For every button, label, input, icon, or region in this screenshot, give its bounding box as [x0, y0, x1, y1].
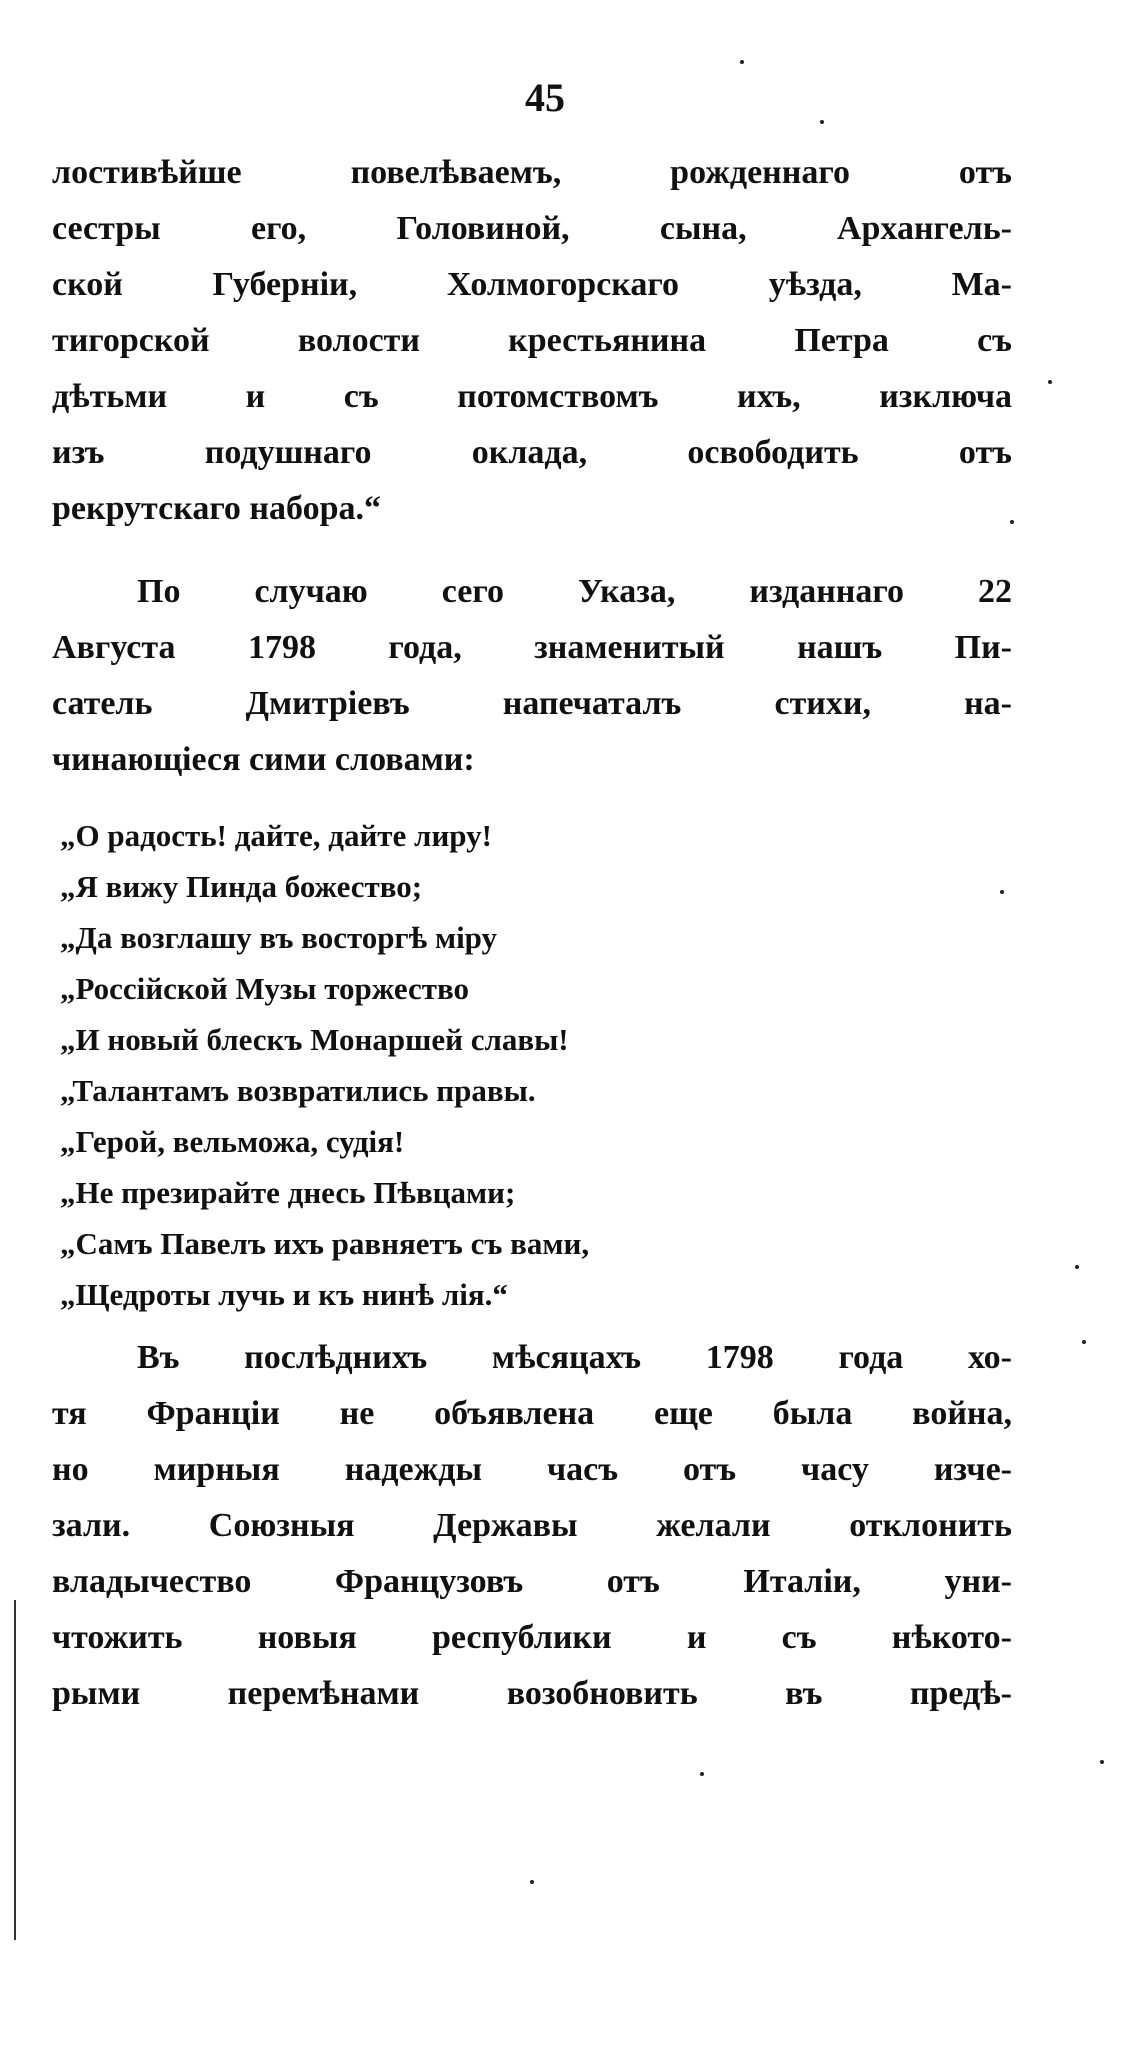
- poem-line: „Талантамъ возвратились правы.: [60, 1073, 536, 1108]
- scan-speck: [740, 60, 744, 64]
- scan-speck: [1075, 1265, 1079, 1269]
- text-line: чинающіеся сими словами:: [52, 741, 475, 778]
- text-line: изъ подушнаго оклада, освободить отъ: [52, 434, 1012, 471]
- poem-line: „И новый блескъ Монаршей славы!: [60, 1022, 569, 1057]
- text-line: тигорской волости крестьянина Петра съ: [52, 322, 1012, 359]
- text-line: но мирныя надежды часъ отъ часу изче-: [52, 1451, 1012, 1488]
- scan-speck: [1048, 380, 1052, 384]
- poem-line: „Я вижу Пинда божество;: [60, 869, 423, 904]
- text-line: чтожить новыя республики и съ нѣкото-: [52, 1619, 1012, 1656]
- poem-line: „Самъ Павелъ ихъ равняетъ съ вами,: [60, 1226, 590, 1261]
- poem-line: „Не презирайте днесь Пѣвцами;: [60, 1175, 516, 1210]
- poem-quote: [60, 810, 960, 1320]
- scan-speck: [1082, 1340, 1086, 1344]
- poem-line: „Россійской Музы торжество: [60, 971, 470, 1006]
- text-line: владычество Французовъ отъ Италіи, уни-: [52, 1563, 1012, 1600]
- text-line: лостивѣйше повелѣваемъ, рожденнаго отъ: [52, 154, 1012, 191]
- text-line: дѣтьми и съ потомствомъ ихъ, изключа: [52, 378, 1012, 415]
- scan-speck: [530, 1880, 534, 1884]
- scan-speck: [1100, 1760, 1104, 1764]
- text-line: рекрутскаго набора.“: [52, 490, 381, 527]
- poem-line: „О радость! дайте, дайте лиру!: [60, 818, 492, 853]
- page-number: 45: [525, 75, 565, 120]
- paragraph-2: [52, 564, 1012, 788]
- text-line: тя Франціи не объявлена еще была война,: [52, 1395, 1012, 1432]
- text-line: рыми перемѣнами возобновить въ предѣ-: [52, 1675, 1012, 1712]
- scan-speck: [1000, 890, 1004, 894]
- text-line: сатель Дмитріевъ напечаталъ стихи, на-: [52, 685, 1012, 722]
- text-line: зали. Союзныя Державы желали отклонить: [52, 1507, 1012, 1544]
- text-line: Августа 1798 года, знаменитый нашъ Пи-: [52, 629, 1012, 666]
- text-line: ской Губерніи, Холмогорскаго уѣзда, Ма-: [52, 266, 1012, 303]
- poem-line: „Щедроты лучь и къ нинѣ лія.“: [60, 1277, 508, 1312]
- scan-speck: [700, 1772, 704, 1776]
- poem-line: „Да возглашу въ восторгѣ міру: [60, 920, 498, 955]
- poem-line: „Герой, вельможа, судія!: [60, 1124, 405, 1159]
- text-line: Въ послѣднихъ мѣсяцахъ 1798 года хо-: [137, 1339, 1012, 1376]
- paragraph-3: [52, 1330, 1012, 1722]
- paragraph-1: [52, 145, 1012, 537]
- text-line: сестры его, Головиной, сына, Архангель-: [52, 210, 1012, 247]
- scan-margin-line: [14, 1600, 16, 1940]
- scan-speck: [820, 120, 824, 124]
- text-line: По случаю сего Указа, изданнаго 22: [137, 573, 1012, 610]
- scan-speck: [1010, 520, 1014, 524]
